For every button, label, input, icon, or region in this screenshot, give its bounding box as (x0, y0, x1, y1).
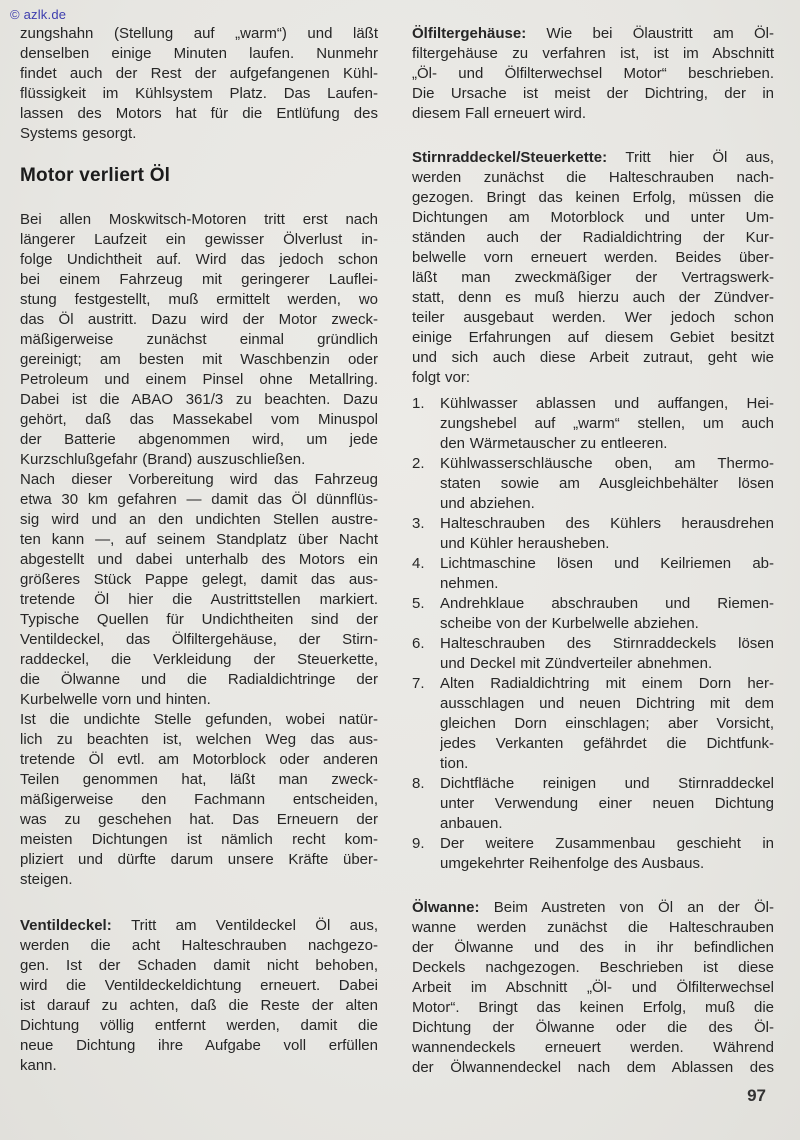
text-line: diesem Fall erneuert wird. (412, 105, 587, 122)
text-line: „Öl- und Ölfilterwechsel Motor“ beschrieben. (412, 65, 774, 82)
text-line: raddeckel, die Verkleidung der Steuerkette, (20, 651, 378, 668)
text-line: ständen auch der Radialdichtring der Kur- (412, 229, 774, 246)
step-text (440, 634, 774, 674)
text-line: folge Undichtheit auf. Wird das jedoch schon (20, 251, 378, 268)
numbered-step (412, 454, 774, 514)
text-line: umgekehrter Reihenfolge des Ausbaus. (440, 855, 705, 872)
text-line: statt, denn es muß hierzu auch der Zündver- (412, 289, 774, 306)
text-line: längerer Laufzeit ein gewisser Ölverlust in- (20, 231, 378, 248)
step-number: 2. (412, 455, 425, 472)
step-number: 8. (412, 775, 425, 792)
text-line: Ölfiltergehäuse: Wie bei Ölaustritt am Öl- (412, 25, 774, 42)
text-line: werden die acht Halteschrauben nachgezo- (20, 937, 378, 954)
text-line: lassen des Motors hat für die Entlüfung des (20, 105, 378, 122)
step-number: 3. (412, 515, 425, 532)
numbered-steps-list (412, 394, 774, 874)
paragraph-oelwanne (412, 898, 774, 1078)
step-number: 5. (412, 595, 425, 612)
page-number: 97 (747, 1086, 766, 1105)
text-line: werden zunächst die Halteschrauben nach- (412, 169, 774, 186)
text-line: Alten Radialdichtring mit einem Dorn her- (440, 675, 774, 692)
text-line: unter Verwendung einer neuen Dichtung (440, 795, 774, 812)
text-line: Ist die undichte Stelle gefunden, wobei natür- (20, 711, 378, 728)
text-line: der Ölwannendeckel nach dem Ablassen des (412, 1059, 774, 1076)
watermark-azlk: © azlk.de (10, 7, 67, 22)
text-line: tretende Öl hier die Austrittstellen markiert. (20, 591, 378, 608)
numbered-step (412, 594, 774, 634)
text-line: Ventildeckel: Tritt am Ventildeckel Öl aus, (20, 917, 378, 934)
step-text (440, 454, 774, 514)
text-line: Lichtmaschine lösen und Keilriemen ab- (440, 555, 774, 572)
text-line: jedes Verkanten gefährdet die Dichtfunk- (440, 735, 774, 752)
text-line: den Wärmetauscher zu entleeren. (440, 435, 668, 452)
text-line: tion. (440, 755, 469, 772)
text-line: scheibe von der Kurbelwelle abziehen. (440, 615, 699, 632)
text-line: flüssigkeit im Kühlsystem Platz. Das Laufen- (20, 85, 378, 102)
paragraph-oelfiltergehaeuse (412, 24, 774, 124)
step-text (440, 514, 774, 554)
text-line: Dichtung völlig entfernt werden, damit die (20, 1017, 378, 1034)
text-line: Dabei ist die ABAO 361/3 zu beachten. Dazu (20, 391, 378, 408)
text-line: Nach dieser Vorbereitung wird das Fahrzeug (20, 471, 378, 488)
step-number: 7. (412, 675, 425, 692)
text-line: lich zu beachten ist, welchen Weg das aus- (20, 731, 378, 748)
text-line: staten sowie am Ausgleichbehälter lösen (440, 475, 774, 492)
paragraph-stirnraddeckel-steuerkette (412, 148, 774, 388)
text-line: der Batterie abgenommen wird, um jede (20, 431, 378, 448)
numbered-step (412, 674, 774, 774)
text-line: abgestellt und dabei unterhalb des Motors ein (20, 551, 378, 568)
paragraph-oelverlust-intro (20, 210, 378, 470)
text-line: folgt vor: (412, 369, 471, 386)
text-line: wird die Ventildeckeldichtung erneuert. Dabei (20, 977, 378, 994)
step-number: 1. (412, 395, 425, 412)
numbered-step (412, 554, 774, 594)
numbered-step (412, 394, 774, 454)
text-line: und Deckel mit Zündverteiler abnehmen. (440, 655, 713, 672)
bold-lead-term: Ölwanne: (412, 899, 494, 916)
section-heading-motor-verliert-oel: Motor verliert Öl (20, 165, 171, 186)
text-line: Andrehklaue abschrauben und Riemen- (440, 595, 774, 612)
text-line: gleichen Dorn einschlagen; aber Vorsicht, (440, 715, 774, 732)
text-line: ten kann —, auf seinem Standplatz über Nacht (20, 531, 378, 548)
text-line: das Öl austritt. Dazu wird der Motor zweck- (20, 311, 378, 328)
text-line: mäßigerweise zunächst einmal gründlich (20, 331, 378, 348)
text-line: ist darauf zu achten, daß die Reste der alten (20, 997, 378, 1014)
text-line: mäßigerweise den Fachmann entscheiden, (20, 791, 378, 808)
text-line: neue Dichtung ihre Aufgabe voll erfüllen (20, 1037, 378, 1054)
text-line: Systems gesorgt. (20, 125, 137, 142)
step-number: 4. (412, 555, 425, 572)
text-line: stung festgestellt, muß ermittelt werden, wo (20, 291, 378, 308)
text-line: läßt man zweckmäßiger der Vertragswerk- (412, 269, 774, 286)
text-line: Bei allen Moskwitsch-Motoren tritt erst nach (20, 211, 378, 228)
numbered-step (412, 634, 774, 674)
text-line: einige Erfahrungen auf diesem Gebiet besitzt (412, 329, 774, 346)
step-text (440, 834, 774, 874)
text-line: was zu geschehen hat. Das Erneuern der (20, 811, 378, 828)
numbered-step (412, 514, 774, 554)
bold-lead-term: Ölfiltergehäuse: (412, 25, 547, 42)
text-line: Kurzschlußgefahr (Brand) auszuschließen. (20, 451, 306, 468)
text-line: findet auch der Rest der aufgefangenen Kühl- (20, 65, 378, 82)
step-text (440, 394, 774, 454)
step-number: 9. (412, 835, 425, 852)
text-line: Halteschrauben des Kühlers herausdrehen (440, 515, 774, 532)
text-line: wanne werden zunächst die Halteschrauben (412, 919, 774, 936)
text-line: und sich auch diese Arbeit zutraut, geht wie (412, 349, 774, 366)
text-line: meisten Dichtungen ist nämlich recht kom- (20, 831, 378, 848)
text-line: Dichtfläche reinigen und Stirnraddeckel (440, 775, 774, 792)
text-line: steigen. (20, 871, 73, 888)
text-line: Stirnraddeckel/Steuerkette: Tritt hier Öl aus, (412, 149, 774, 166)
text-line: Die Ursache ist meist der Dichtring, der in (412, 85, 774, 102)
paragraph-undichte-stelle (20, 710, 378, 890)
text-line: belwelle vorn erneuert werden. Beides über- (412, 249, 774, 266)
step-text (440, 674, 774, 774)
paragraph-vorbereitung (20, 470, 378, 710)
text-line: Teilen genommen hat, läßt man zweck- (20, 771, 378, 788)
text-line: Ölwanne: Beim Austreten von Öl an der Öl- (412, 899, 774, 916)
text-line: Petroleum und einem Pinsel ohne Metallring. (20, 371, 378, 388)
text-line: gezogen. Bringt das keinen Erfolg, müssen die (412, 189, 774, 206)
text-line: Dichtung der Ölwanne oder die des Öl- (412, 1019, 774, 1036)
paragraph-continuation (20, 24, 378, 144)
right-column (412, 24, 774, 1078)
step-text (440, 554, 774, 594)
paragraph-ventildeckel (20, 916, 378, 1076)
text-line: der Ölwanne und des in ihr befindlichen (412, 939, 774, 956)
text-line: zungshahn (Stellung auf „warm“) und läßt (20, 25, 378, 42)
text-line: kann. (20, 1057, 57, 1074)
step-number: 6. (412, 635, 425, 652)
bold-lead-term: Ventildeckel: (20, 917, 132, 934)
text-line: Ventildeckel, das Ölfiltergehäuse, der Stirn- (20, 631, 378, 648)
text-line: Kurbelwelle vorn und hinten. (20, 691, 211, 708)
text-line: Der weitere Zusammenbau geschieht in (440, 835, 774, 852)
text-line: die Ölwanne und die Radialdichtringe der (20, 671, 378, 688)
text-line: nehmen. (440, 575, 499, 592)
text-line: tretende Öl evtl. am Motorblock oder anderen (20, 751, 378, 768)
bold-lead-term: Stirnraddeckel/Steuerkette: (412, 149, 626, 166)
text-line: größeres Stück Pappe gelegt, damit das aus- (20, 571, 378, 588)
text-line: zungshebel auf „warm“ stellen, um auch (440, 415, 774, 432)
text-line: teiler ausgebaut werden. Wer jedoch schon (412, 309, 774, 326)
text-line: wannendeckels erneuert werden. Während (412, 1039, 774, 1056)
text-line: ausschlagen und neuen Dichtring mit dem (440, 695, 774, 712)
text-line: Halteschrauben des Stirnraddeckels lösen (440, 635, 774, 652)
text-line: denselben einige Minuten laufen. Nunmehr (20, 45, 378, 62)
text-line: filtergehäuse zu verfahren ist, ist im Abschnitt (412, 45, 774, 62)
numbered-step (412, 774, 774, 834)
text-line: Kühlwasserschläusche oben, am Thermo- (440, 455, 774, 472)
step-text (440, 594, 774, 634)
text-line: Arbeit im Abschnitt „Öl- und Ölfilterwechsel (412, 979, 774, 996)
text-line: gehört, daß das Massekabel vom Minuspol (20, 411, 378, 428)
text-line: Dichtungen am Motorblock und unter Um- (412, 209, 774, 226)
text-line: anbauen. (440, 815, 503, 832)
text-line: Typische Quellen für Undichtheiten sind der (20, 611, 378, 628)
text-line: Deckels nachgezogen. Beschrieben ist diese (412, 959, 774, 976)
text-line: bei einem Fahrzeug mit geringerer Lauflei- (20, 271, 378, 288)
text-line: und abziehen. (440, 495, 535, 512)
left-column (20, 24, 378, 1076)
text-line: pliziert und dürfte darum unsere Kräfte über- (20, 851, 378, 868)
text-line: Motor“. Bringt das keinen Erfolg, muß die (412, 999, 774, 1016)
step-text (440, 774, 774, 834)
text-line: etwa 30 km gefahren — damit das Öl dünnflüs- (20, 491, 378, 508)
text-line: Kühlwasser ablassen und auffangen, Hei- (440, 395, 774, 412)
text-line: sig wird und an den undichten Stellen austre- (20, 511, 378, 528)
numbered-step (412, 834, 774, 874)
text-line: gereinigt; am besten mit Waschbenzin oder (20, 351, 378, 368)
text-line: gen. Ist der Schaden damit nicht behoben, (20, 957, 378, 974)
text-line: und Kühler herausheben. (440, 535, 610, 552)
